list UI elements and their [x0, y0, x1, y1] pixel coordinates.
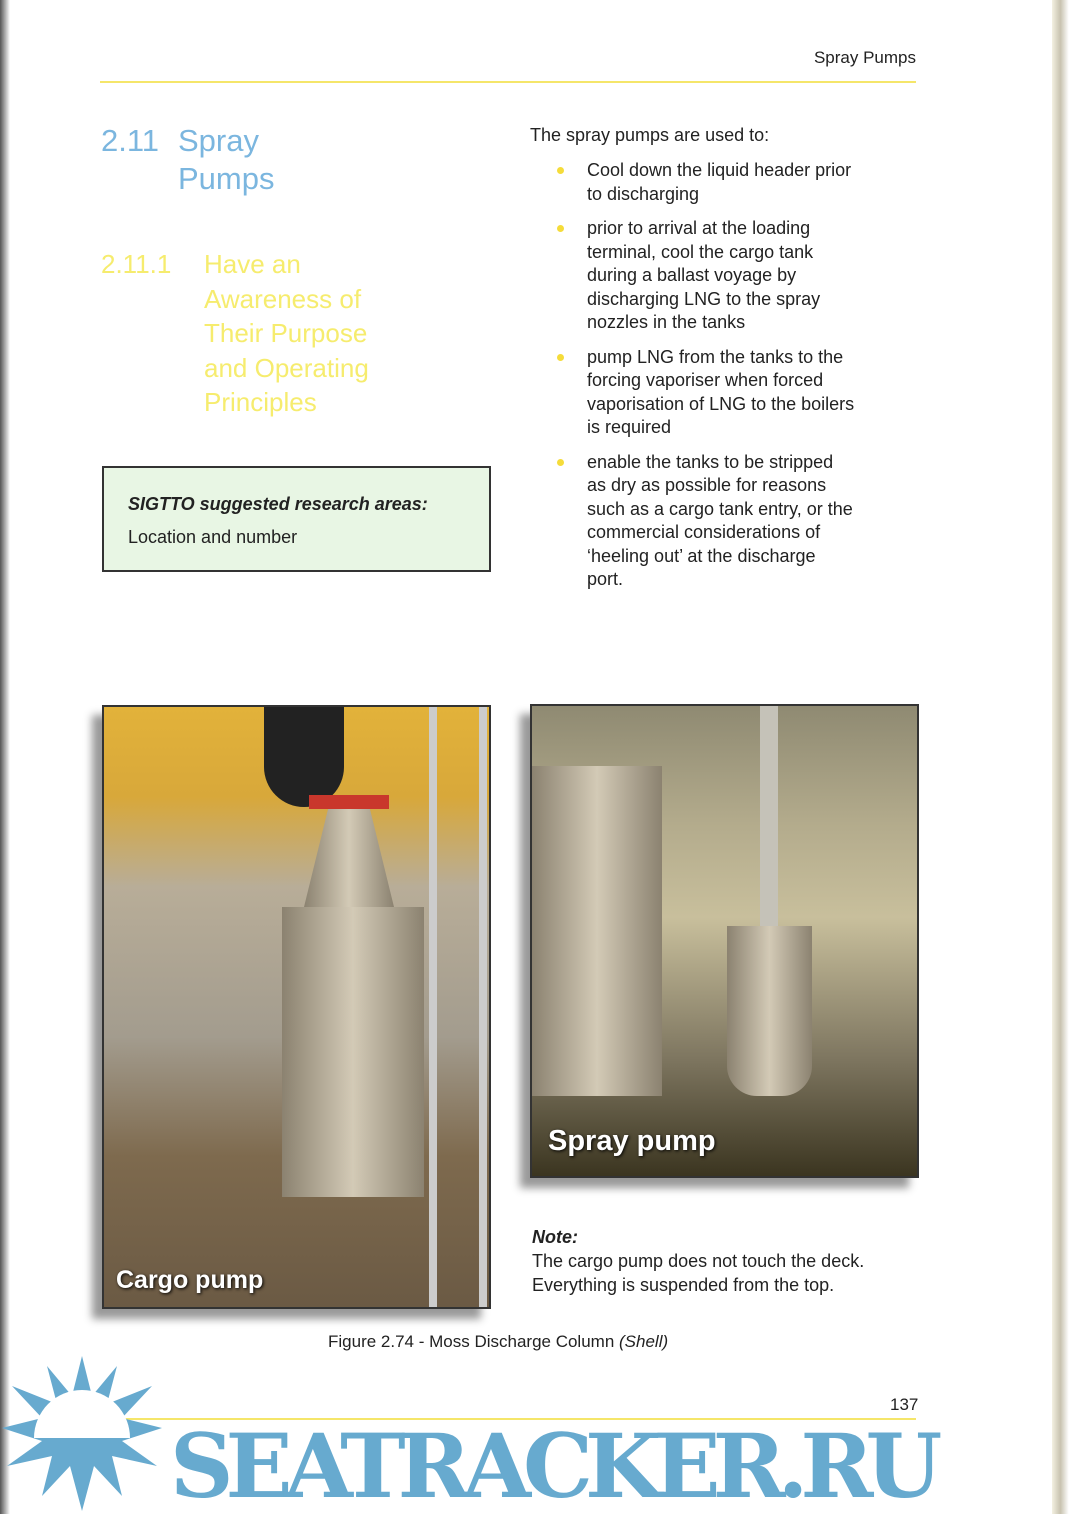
- watermark-label: SEATRACKER.RU: [170, 1414, 935, 1518]
- list-item: [555, 159, 855, 206]
- figure-source: (Shell): [619, 1332, 669, 1351]
- research-areas-box: [102, 466, 491, 572]
- research-box-body: Location and number: [128, 527, 298, 547]
- note-line: Everything is suspended from the top.: [532, 1275, 835, 1295]
- bullet-list: [555, 159, 855, 603]
- pump-body: [532, 766, 662, 1096]
- subsection-number: 2.11.1: [101, 249, 172, 279]
- list-item: [555, 451, 855, 592]
- note-title: Note:: [532, 1227, 578, 1247]
- research-box-title: SIGTTO suggested research areas:: [128, 494, 428, 514]
- subsection-title-line: Their Purpose: [204, 318, 368, 348]
- spray-pump-caption: Spray pump: [548, 1125, 716, 1157]
- subsection-title-line: Have an: [204, 249, 301, 279]
- cargo-pump-caption: Cargo pump: [116, 1266, 264, 1294]
- bullet-text: Cool down the liquid header prior to discharging: [587, 160, 852, 204]
- header-rule: [100, 81, 916, 83]
- list-item: [555, 346, 855, 440]
- section-title-line: Spray: [178, 123, 259, 158]
- subsection-title-line: Awareness of: [204, 283, 362, 314]
- photo-detail: [264, 707, 344, 807]
- running-header: Spray Pumps: [813, 48, 916, 67]
- watermark-text: [170, 1414, 1050, 1518]
- spray-pump-photo: [530, 704, 919, 1178]
- body-intro: The spray pumps are used to:: [530, 125, 770, 145]
- cargo-pump-photo: [102, 705, 491, 1309]
- figure-caption: [328, 1332, 668, 1352]
- subsection-title-line: Principles: [204, 387, 317, 417]
- section-title-line: Pumps: [178, 161, 275, 196]
- ladder-rail: [429, 707, 437, 1309]
- scan-edge-right: [1052, 0, 1080, 1514]
- pump-body: [282, 907, 424, 1197]
- ladder-rail: [479, 707, 487, 1309]
- bullet-text: prior to arrival at the loading terminal, cool the cargo tank during a ballast voyage by discharging LNG to the spray nozzles in the tanks: [587, 218, 821, 332]
- subsection-heading: [101, 247, 369, 417]
- note: [532, 1225, 864, 1297]
- bullet-icon: [557, 167, 564, 174]
- spray-pump-unit: [727, 926, 812, 1096]
- watermark-sun-logo: [2, 1356, 162, 1511]
- figure-caption-text: Figure 2.74 - Moss Discharge Column: [328, 1332, 615, 1351]
- section-heading: [101, 122, 275, 196]
- bullet-icon: [557, 225, 564, 232]
- section-number: 2.11: [101, 123, 160, 158]
- scan-edge-left: [0, 0, 10, 1514]
- list-item: [555, 217, 855, 335]
- page-number: 137: [890, 1395, 919, 1414]
- bullet-icon: [557, 459, 564, 466]
- pump-top: [304, 797, 394, 907]
- bullet-text: enable the tanks to be stripped as dry as possible for reasons such as a cargo tank entry, or the commercial considerations of ‘heeling out’ at the discharge port.: [587, 451, 853, 589]
- note-line: The cargo pump does not touch the deck.: [532, 1251, 865, 1271]
- subsection-title-line: and Operating: [204, 352, 369, 383]
- bullet-icon: [557, 354, 564, 361]
- bullet-text: pump LNG from the tanks to the forcing vaporiser when forced vaporisation of LNG to the boilers is required: [587, 346, 855, 437]
- pump-ring: [309, 795, 389, 809]
